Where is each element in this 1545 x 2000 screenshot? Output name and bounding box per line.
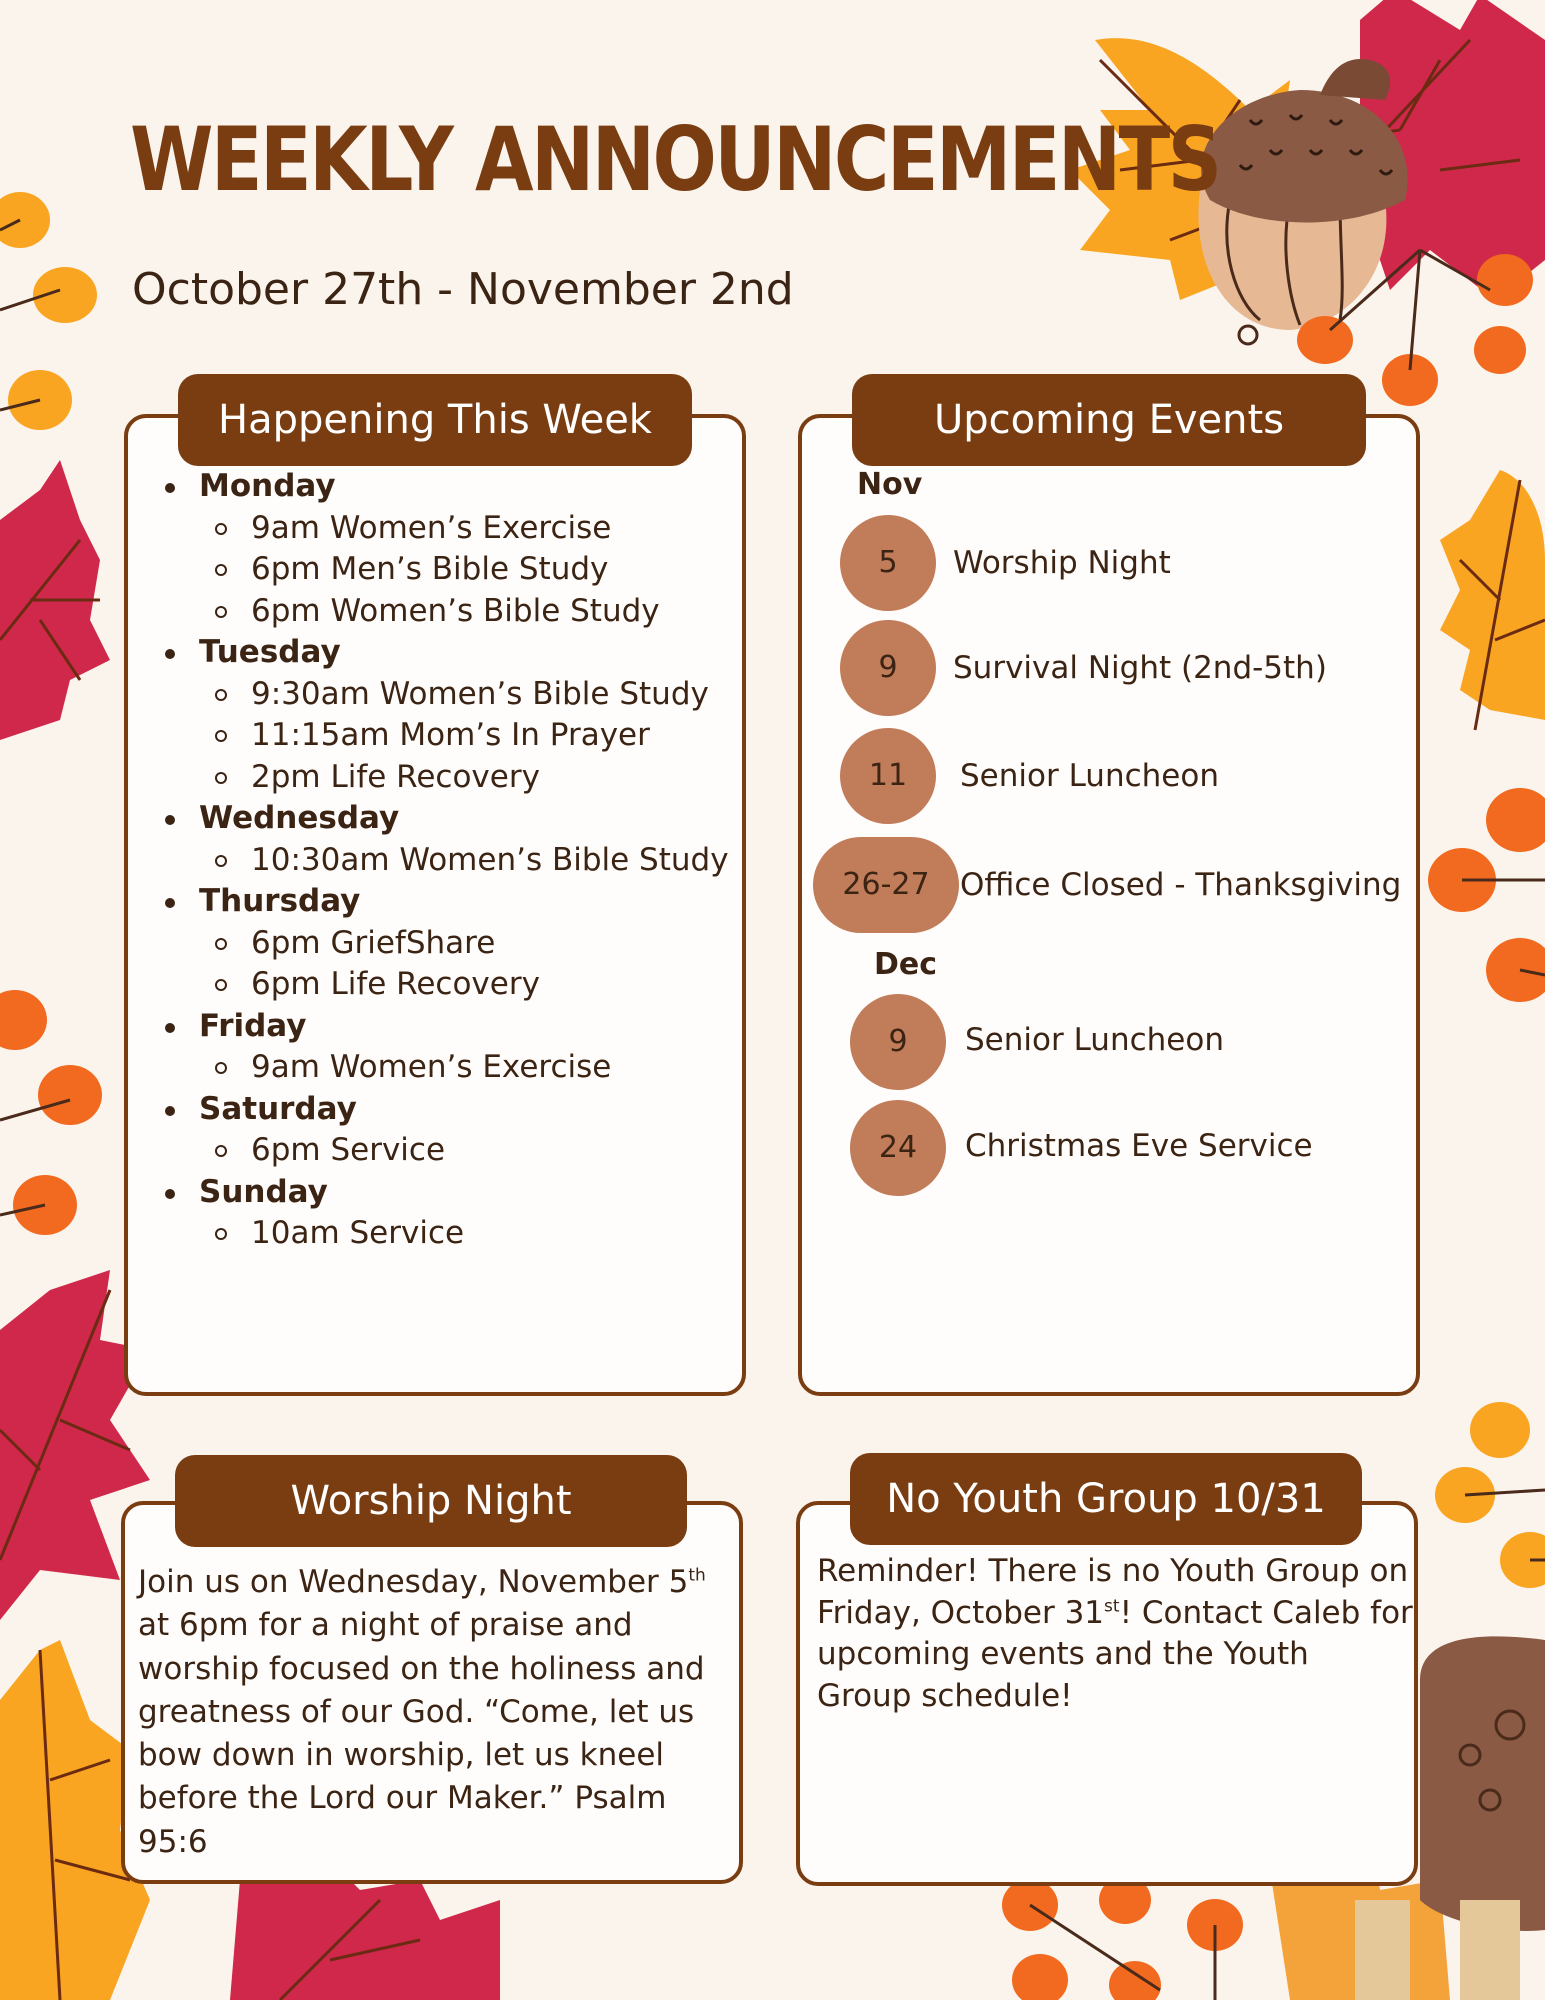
worship-line: Join us on Wednesday, November 5 — [138, 1564, 689, 1600]
day-heading: Sunday — [163, 1172, 729, 1214]
event-title: Office Closed - Thanksgiving — [960, 867, 1402, 903]
worship-line: worship focused on the holiness and — [138, 1650, 705, 1687]
schedule-item: 6pm Women’s Bible Study — [163, 591, 729, 633]
month-label-nov: Nov — [857, 467, 923, 502]
weekly-schedule-list — [163, 466, 729, 1255]
ordinal-suffix: th — [688, 1565, 706, 1586]
schedule-item: 10:30am Women’s Bible Study — [163, 840, 729, 882]
berries-left-mid — [0, 990, 102, 1235]
month-label-dec: Dec — [874, 947, 938, 982]
day-heading: Tuesday — [163, 632, 729, 674]
happening-heading: Happening This Week — [178, 374, 692, 466]
ordinal-suffix: st — [1104, 1596, 1120, 1617]
berries-bottom — [1002, 1876, 1243, 2000]
event-date-badge: 26-27 — [813, 837, 959, 933]
event-date-badge: 9 — [840, 620, 936, 716]
worship-line: bow down in worship, let us kneel — [138, 1737, 665, 1774]
event-date-badge: 5 — [840, 515, 936, 611]
day-heading: Friday — [163, 1006, 729, 1048]
oak-leaf-right — [1440, 470, 1545, 730]
schedule-item: 10am Service — [163, 1213, 729, 1255]
orange-leaves-left — [0, 192, 97, 430]
maple-leaf-left — [0, 460, 110, 740]
event-date-badge: 9 — [850, 994, 946, 1090]
worship-line: greatness of our God. “Come, let us — [138, 1693, 695, 1730]
youth-description — [817, 1551, 1417, 1717]
berries-right — [1428, 788, 1545, 1002]
youth-line: Reminder! There is no Youth Group on — [817, 1553, 1409, 1589]
day-heading: Monday — [163, 466, 729, 508]
event-title: Christmas Eve Service — [965, 1128, 1313, 1164]
day-heading: Wednesday — [163, 798, 729, 840]
worship-line: at 6pm for a night of praise and — [138, 1607, 633, 1644]
orange-leaves-right-low — [1435, 1402, 1545, 1588]
youth-line: Friday, October 31 — [817, 1594, 1105, 1631]
schedule-item: 9am Women’s Exercise — [163, 508, 729, 550]
day-heading: Thursday — [163, 881, 729, 923]
worship-description — [138, 1561, 738, 1864]
event-date-badge: 11 — [840, 728, 936, 824]
schedule-item: 9am Women’s Exercise — [163, 1047, 729, 1089]
youth-line: upcoming events and the Youth — [817, 1636, 1309, 1672]
event-title: Senior Luncheon — [960, 758, 1219, 794]
schedule-item: 2pm Life Recovery — [163, 757, 729, 799]
date-range: October 27th - November 2nd — [132, 264, 794, 315]
schedule-item: 11:15am Mom’s In Prayer — [163, 715, 729, 757]
schedule-item: 9:30am Women’s Bible Study — [163, 674, 729, 716]
youth-heading: No Youth Group 10/31 — [850, 1453, 1362, 1545]
page-title: WEEKLY ANNOUNCEMENTS — [130, 108, 1220, 211]
schedule-item: 6pm Service — [163, 1130, 729, 1172]
schedule-item: 6pm Men’s Bible Study — [163, 549, 729, 591]
event-date-badge: 24 — [850, 1100, 946, 1196]
schedule-item: 6pm Life Recovery — [163, 964, 729, 1006]
youth-line: Group schedule! — [817, 1677, 1073, 1714]
worship-heading: Worship Night — [175, 1455, 687, 1547]
upcoming-heading: Upcoming Events — [852, 374, 1366, 466]
youth-line: ! Contact Caleb for — [1119, 1594, 1413, 1631]
worship-line: before the Lord our Maker.” Psalm 95:6 — [138, 1780, 667, 1860]
event-title: Worship Night — [953, 545, 1171, 581]
event-title: Survival Night (2nd-5th) — [953, 650, 1327, 686]
event-title: Senior Luncheon — [965, 1022, 1224, 1058]
day-heading: Saturday — [163, 1089, 729, 1131]
schedule-item: 6pm GriefShare — [163, 923, 729, 965]
